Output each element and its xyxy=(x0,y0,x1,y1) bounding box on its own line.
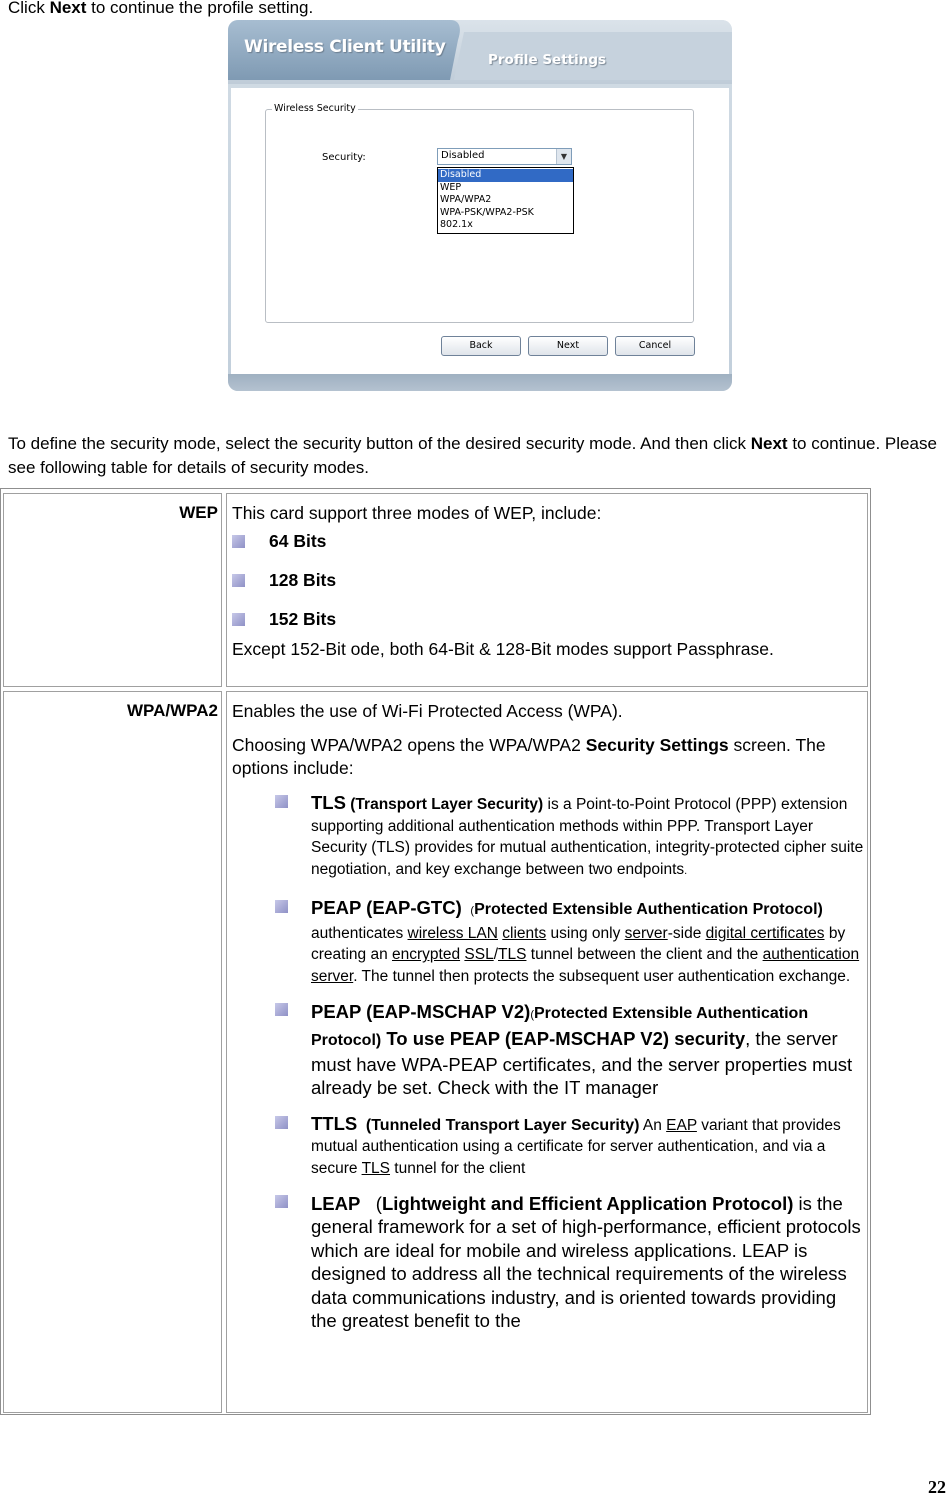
wpa-description-cell xyxy=(226,691,868,1413)
option-peap-mschap: PEAP (EAP-MSCHAP V2)(Protected Extensible Authentication Protocol) To use PEAP (EAP-MSCHAP V2) security, the server must have WPA-PEAP certificates, and the server properties must already be set. Check with the IT manager xyxy=(232,1000,864,1100)
wep-label: WEP xyxy=(179,503,218,522)
security-modes-table xyxy=(0,488,871,1415)
wep-bits-item: 128 Bits xyxy=(232,569,864,591)
wep-bits-item: 152 Bits xyxy=(232,608,864,630)
security-option-wep[interactable]: WEP xyxy=(440,181,462,193)
wep-note: Except 152-Bit ode, both 64-Bit & 128-Bit modes support Passphrase. xyxy=(232,639,774,659)
wep-intro: This card support three modes of WEP, include: xyxy=(232,503,602,523)
square-bullet-icon xyxy=(232,574,245,587)
back-button[interactable]: Back xyxy=(441,336,521,356)
wireless-client-utility-window xyxy=(228,20,732,391)
wpa-intro: Enables the use of Wi-Fi Protected Access (WPA). xyxy=(232,701,623,721)
intro-text: Click Next to continue the profile setting. xyxy=(8,0,314,17)
square-bullet-icon xyxy=(275,795,288,808)
security-selected-value: Disabled xyxy=(441,150,485,161)
wep-bits-item: 64 Bits xyxy=(232,530,864,552)
wpa-label-cell xyxy=(3,691,222,1413)
security-option-disabled[interactable]: Disabled xyxy=(438,169,573,182)
square-bullet-icon xyxy=(232,613,245,626)
security-option-wpa-psk[interactable]: WPA-PSK/WPA2-PSK xyxy=(440,206,534,218)
utility-content xyxy=(231,88,729,374)
security-mode-paragraph: To define the security mode, select the security button of the desired security mode. And then click Next to continue. Please see following table for details of security modes. xyxy=(8,434,937,477)
option-peap-gtc: PEAP (EAP-GTC) (Protected Extensible Authentication Protocol) authenticates wireless LAN clients using only server-side digital certificates by creating an encrypted SSL/TLS tunnel between the client and the authentication server. The tunnel then protects the subsequent user authentication exchange. xyxy=(232,897,864,988)
security-select[interactable] xyxy=(437,148,572,165)
chevron-down-icon[interactable]: ▼ xyxy=(556,149,571,164)
security-option-wpa-wpa2[interactable]: WPA/WPA2 xyxy=(440,194,492,205)
tab-profile-settings[interactable]: Profile Settings xyxy=(488,52,607,68)
page-number: 22 xyxy=(928,1477,946,1497)
option-leap: LEAP (Lightweight and Efficient Application Protocol) is the general framework for a set of high-performance, efficient protocols which are ideal for mobile and wireless applications. LEAP is designed to address all the technical requirements of the wireless data communications industry, and is oriented towards providing the greatest benefit to the xyxy=(232,1192,864,1333)
security-option-8021x[interactable]: 802.1x xyxy=(440,219,473,230)
square-bullet-icon xyxy=(275,1003,288,1016)
utility-header xyxy=(228,20,732,84)
security-label: Security: xyxy=(322,152,366,163)
wireless-security-legend: Wireless Security xyxy=(274,103,356,114)
square-bullet-icon xyxy=(232,535,245,548)
cancel-button[interactable]: Cancel xyxy=(615,336,695,356)
next-button[interactable]: Next xyxy=(528,336,608,356)
wireless-security-group xyxy=(265,103,694,323)
wpa-choosing: Choosing WPA/WPA2 opens the WPA/WPA2 Security Settings screen. The options include: xyxy=(232,735,826,778)
option-tls: TLS (Transport Layer Security) is a Point-to-Point Protocol (PPP) extension supporting additional authentication methods within PPP. Transport Layer Security (TLS) provides for mutual authentication, integrity-protected cipher suite negotiation, and key exchange between two endpoints. xyxy=(232,792,864,883)
wep-label-cell xyxy=(3,493,222,687)
utility-title: Wireless Client Utility xyxy=(244,37,446,57)
utility-footer xyxy=(228,374,732,391)
square-bullet-icon xyxy=(275,900,288,913)
option-ttls: TTLS (Tunneled Transport Layer Security) An EAP variant that provides mutual authentication using a certificate for server authentication, and via a secure TLS tunnel for the client xyxy=(232,1113,864,1180)
square-bullet-icon xyxy=(275,1116,288,1129)
wep-description-cell xyxy=(226,493,868,687)
square-bullet-icon xyxy=(275,1195,288,1208)
wpa-label: WPA/WPA2 xyxy=(127,701,218,720)
security-dropdown-list[interactable] xyxy=(437,167,574,234)
